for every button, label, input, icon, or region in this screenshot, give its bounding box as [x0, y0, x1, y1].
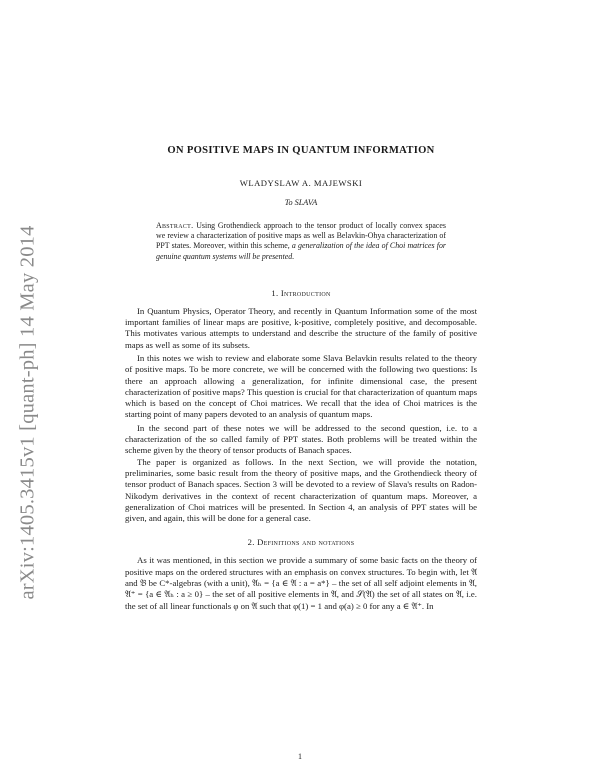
abstract-text: Using Grothendieck approach to the tensor product of locally convex spaces we review a characterization of positive maps as well as Belavkin-Ohya characterization of PPT states. Moreover, within this scheme,: [156, 221, 446, 251]
intro-paragraph: In this notes we wish to review and elaborate some Slava Belavkin results related to the theory of positive maps. To be more concrete, we will be concerned with the following two questions: Is there an approach allowing a generalization, for infinite dimensional case, the present characterization of positive maps? This question is crucial for that characterization of quantum maps which is based on the concept of Choi matrices. We recall that the idea of Choi matrices is the starting point of many papers devoted to an analysis of quantum maps.: [125, 353, 477, 420]
intro-paragraph: In the second part of these notes we will be addressed to the second question, i.e. to a characterization of the so called family of PPT states. Both problems will be treated within the scheme given by the theory of tensor products of Banach spaces.: [125, 422, 477, 456]
abstract-label: Abstract.: [156, 221, 194, 230]
section-heading-definitions: 2. Definitions and notations: [247, 537, 355, 548]
author-name: WLADYSLAW A. MAJEWSKI: [239, 178, 363, 188]
page-number: 1: [298, 752, 302, 761]
intro-paragraph: The paper is organized as follows. In the next Section, we will provide the notation, preliminaries, some basic result from the theory of positive maps, and the Grothendieck theory of tensor product of Banach spaces. Section 3 will be devoted to a review of Slava's results on Radon-Nikodym derivatives in the context of recent characterization of quantum maps. Moreover, a generalization of Choi matrices will be presented. In Section 4, an analysis of PPT states will be given, and again, this will be done for a general case.: [125, 456, 477, 524]
section-heading-introduction: 1. Introduction: [271, 287, 331, 298]
abstract: [156, 221, 446, 262]
intro-paragraph: In Quantum Physics, Operator Theory, and recently in Quantum Information some of the most important families of linear maps are positive, k-positive, completely positive, and decomposable. This motivates various attempts to understand and describe the structure of the family of positive maps as well as some of its subsets.: [125, 305, 477, 350]
paper-title: ON POSITIVE MAPS IN QUANTUM INFORMATION: [167, 145, 435, 156]
abstract-text-italic: a generalization of the idea of Choi matrices for genuine quantum systems will be presented.: [156, 241, 446, 261]
dedication: To SLAVA: [284, 198, 318, 207]
definitions-paragraph: As it was mentioned, in this section we provide a summary of some basic facts on the theory of positive maps on the ordered structures with an emphasis on convex structures. To begin with, let 𝔄 and 𝔅 be C*-algebras (with a unit), 𝔄ₕ = {a ∈ 𝔄 : a = a*} – the set of all self adjoint elements in 𝔄, 𝔄⁺ = {a ∈ 𝔄ₕ : a ≥ 0} – the set of all positive elements in 𝔄, and 𝒮(𝔄) the set of all states on 𝔄, i.e. the set of all linear functionals φ on 𝔄 such that φ(1) = 1 and φ(a) ≥ 0 for any a ∈ 𝔄⁺. In: [125, 555, 477, 611]
arxiv-identifier-text: arXiv:1405.3415v1 [quant-ph] 14 May 2014: [16, 224, 39, 600]
arxiv-identifier-stamp: [8, 192, 48, 632]
paper-page: [125, 144, 477, 612]
